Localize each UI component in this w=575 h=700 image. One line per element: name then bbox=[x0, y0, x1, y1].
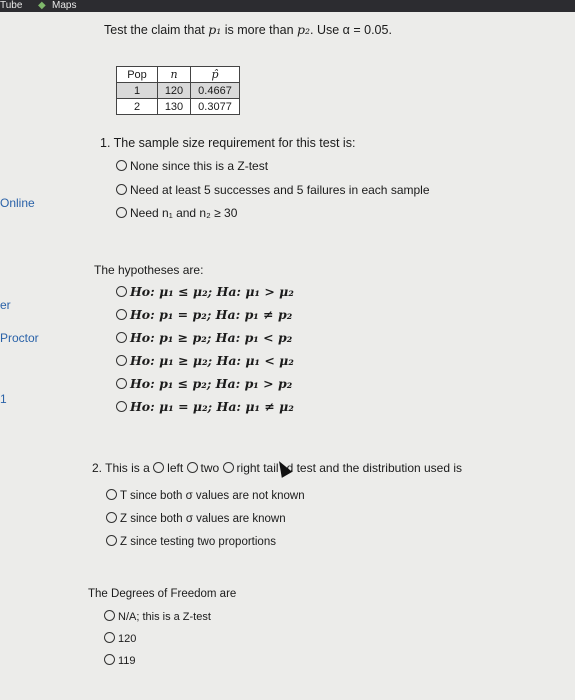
radio-button[interactable] bbox=[116, 207, 127, 218]
hypotheses-prompt: The hypotheses are: bbox=[94, 263, 204, 277]
table-cell: 2 bbox=[117, 99, 158, 115]
table-cell: 130 bbox=[158, 99, 191, 115]
hypothesis-option[interactable] bbox=[116, 284, 294, 299]
option-label: None since this is a Z-test bbox=[130, 159, 269, 173]
hypothesis-option[interactable] bbox=[116, 376, 292, 391]
radio-button[interactable] bbox=[153, 462, 164, 473]
maps-icon: ◆ bbox=[38, 0, 46, 11]
q2-option[interactable] bbox=[106, 489, 305, 502]
table-header: n bbox=[158, 67, 191, 83]
option-label: 119 bbox=[118, 655, 136, 667]
claim-p1: p₁ bbox=[208, 22, 222, 37]
claim-mid: is more than bbox=[224, 23, 294, 37]
df-option[interactable] bbox=[104, 610, 211, 623]
radio-button[interactable] bbox=[104, 632, 115, 643]
option-label: Ho: p₁ = p₂; Ha: p₁ ≠ p₂ bbox=[130, 307, 293, 322]
df-option[interactable] bbox=[104, 632, 136, 645]
radio-button[interactable] bbox=[116, 309, 127, 320]
q1-prompt: 1. The sample size requirement for this test is: bbox=[100, 136, 356, 150]
browser-bookmarks-bar bbox=[0, 0, 575, 12]
option-label: Ho: μ₁ ≥ μ₂; Ha: μ₁ < μ₂ bbox=[130, 353, 294, 368]
option-label: 120 bbox=[118, 633, 137, 645]
sidebar-item-online[interactable]: Online bbox=[0, 196, 35, 210]
tail-option-two[interactable]: two bbox=[200, 461, 220, 475]
radio-button[interactable] bbox=[106, 512, 117, 523]
option-label: N/A; this is a Z-test bbox=[118, 611, 211, 623]
hypothesis-option[interactable] bbox=[116, 399, 294, 414]
q2-option[interactable] bbox=[106, 512, 286, 525]
q2-suffix: d test and the distribution used is bbox=[286, 461, 463, 475]
claim-text bbox=[104, 22, 392, 37]
table-row bbox=[117, 99, 240, 115]
sidebar-item-1[interactable]: 1 bbox=[0, 392, 7, 406]
hypothesis-option[interactable] bbox=[116, 307, 292, 322]
tail-option-left[interactable]: left bbox=[167, 461, 184, 475]
table-cell: 0.3077 bbox=[191, 99, 240, 115]
radio-button[interactable] bbox=[116, 184, 127, 195]
bookmark-maps[interactable]: Maps bbox=[52, 0, 77, 11]
sidebar-item-er[interactable]: er bbox=[0, 298, 11, 312]
q2-prompt bbox=[92, 460, 462, 476]
radio-button[interactable] bbox=[104, 654, 115, 665]
table-cell: 0.4667 bbox=[191, 83, 240, 99]
radio-button[interactable] bbox=[223, 462, 234, 473]
option-label: Ho: p₁ ≤ p₂; Ha: p₁ > p₂ bbox=[130, 376, 293, 391]
radio-button[interactable] bbox=[116, 332, 127, 343]
table-header: p̂ bbox=[191, 67, 240, 83]
radio-button[interactable] bbox=[116, 401, 127, 412]
q1-option[interactable] bbox=[116, 159, 268, 173]
radio-button[interactable] bbox=[116, 160, 127, 171]
radio-button[interactable] bbox=[106, 489, 117, 500]
table-cell: 120 bbox=[158, 83, 191, 99]
q2-prefix: 2. This is a bbox=[92, 461, 150, 475]
table-header: Pop bbox=[117, 67, 158, 83]
question-page bbox=[0, 12, 575, 700]
sidebar-item-proctor[interactable]: Proctor bbox=[0, 331, 39, 345]
option-label: Ho: p₁ ≥ p₂; Ha: p₁ < p₂ bbox=[130, 330, 293, 345]
population-table bbox=[116, 66, 240, 115]
hypothesis-option[interactable] bbox=[116, 353, 294, 368]
tail-option-right[interactable]: right tail bbox=[236, 461, 279, 475]
bookmark-tube[interactable]: Tube bbox=[0, 0, 23, 11]
df-option[interactable] bbox=[104, 654, 136, 667]
radio-button[interactable] bbox=[116, 355, 127, 366]
radio-button[interactable] bbox=[116, 378, 127, 389]
df-prompt: The Degrees of Freedom are bbox=[88, 588, 237, 600]
option-label: Z since both σ values are known bbox=[120, 513, 286, 525]
table-row bbox=[117, 83, 240, 99]
table-cell: 1 bbox=[117, 83, 158, 99]
claim-alpha: . Use α = 0.05. bbox=[310, 23, 392, 37]
radio-button[interactable] bbox=[116, 286, 127, 297]
radio-button[interactable] bbox=[106, 535, 117, 546]
claim-prefix: Test the claim that bbox=[104, 23, 205, 37]
option-label: Need n₁ and n₂ ≥ 30 bbox=[130, 206, 238, 220]
radio-button[interactable] bbox=[187, 462, 198, 473]
option-label: Ho: μ₁ ≤ μ₂; Ha: μ₁ > μ₂ bbox=[130, 284, 294, 299]
hypothesis-option[interactable] bbox=[116, 330, 292, 345]
option-label: Ho: μ₁ = μ₂; Ha: μ₁ ≠ μ₂ bbox=[130, 399, 294, 414]
radio-button[interactable] bbox=[104, 610, 115, 621]
option-label: Z since testing two proportions bbox=[120, 536, 276, 548]
q1-option[interactable] bbox=[116, 206, 237, 220]
option-label: Need at least 5 successes and 5 failures in each sample bbox=[130, 183, 430, 197]
q2-option[interactable] bbox=[106, 535, 276, 548]
claim-p2: p₂ bbox=[297, 22, 311, 37]
q1-option[interactable] bbox=[116, 183, 430, 197]
option-label: T since both σ values are not known bbox=[120, 490, 305, 502]
